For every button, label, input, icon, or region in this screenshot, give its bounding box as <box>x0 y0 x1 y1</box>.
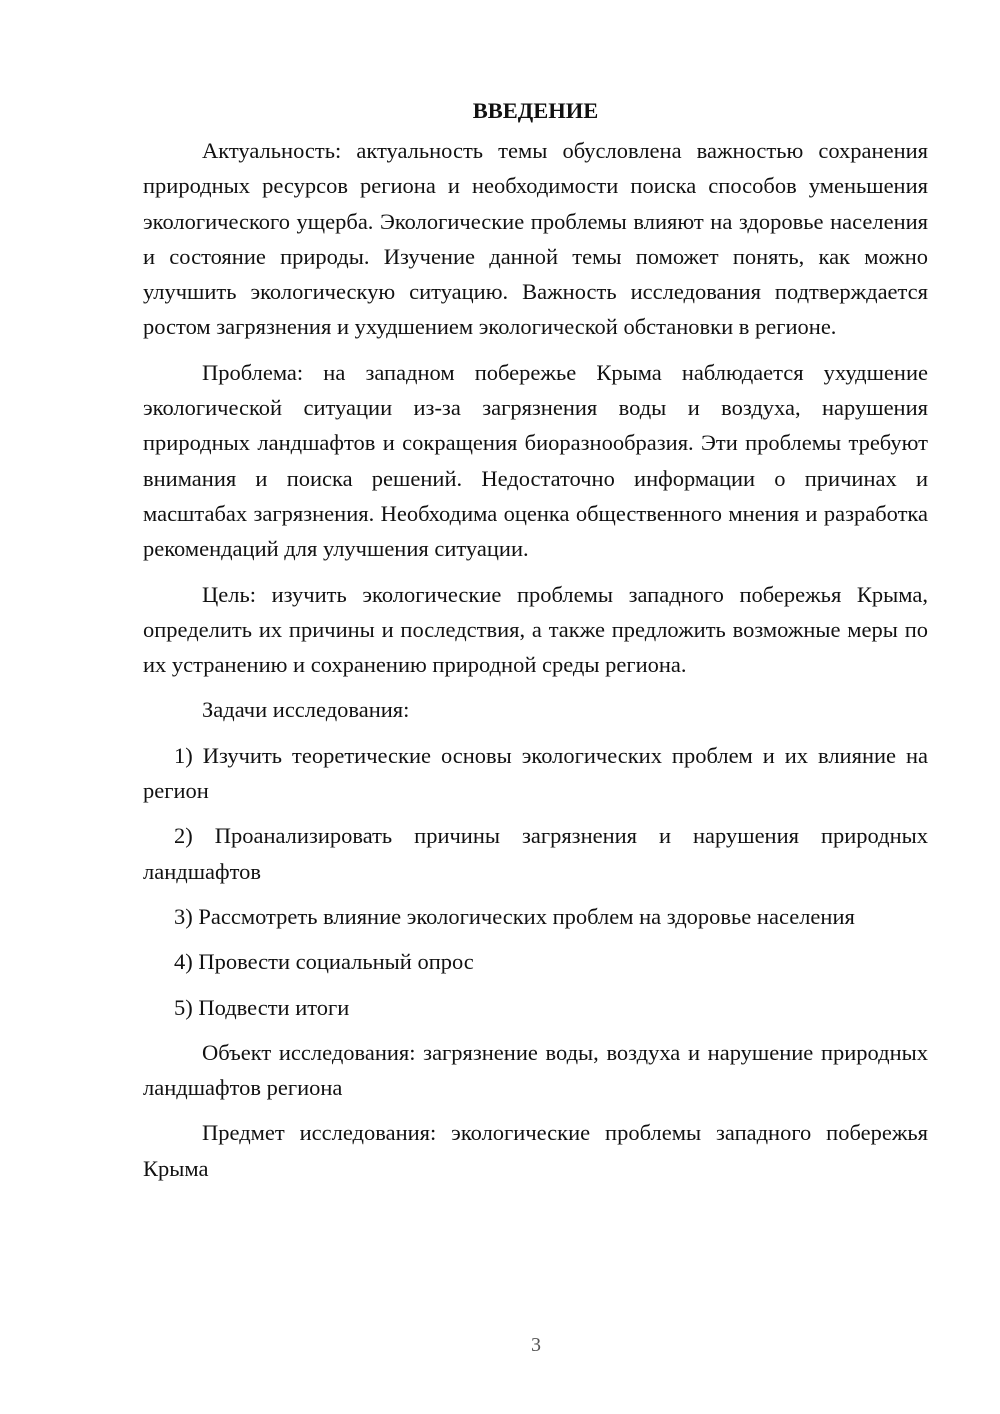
paragraph-object: Объект исследования: загрязнение воды, воздуха и нарушение природных ландшафтов региона <box>143 1039 928 1101</box>
paragraph-subject: Предмет исследования: экологические проблемы западного побережья Крыма <box>143 1120 928 1181</box>
section-heading: ВВЕДЕНИЕ <box>472 98 599 123</box>
document-body <box>143 92 928 1186</box>
paragraph-goal: Цель: изучить экологические проблемы западного побережья Крыма, определить их причины и последствия, а также предложить возможные меры по их устранению и сохранению природной среды региона. <box>143 581 928 678</box>
task-item-5: 5) Подвести итоги <box>174 994 350 1020</box>
page-number: 3 <box>531 1334 541 1356</box>
paragraph-relevance: Актуальность: актуальность темы обусловлена важностью сохранения природных ресурсов региона и необходимости поиска способов уменьшения экологического ущерба. Экологические проблемы влияют на здоровье населения и состояние природы. Изучение данной темы поможет понять, как можно улучшить экологическую ситуацию. Важность исследования подтверждается ростом загрязнения и ухудшением экологической обстановки в регионе. <box>143 138 928 340</box>
paragraph-tasks-heading: Задачи исследования: <box>202 697 410 723</box>
paragraph-problem: Проблема: на западном побережье Крыма наблюдается ухудшение экологической ситуации из-за загрязнения воды и воздуха, нарушения природных ландшафтов и сокращения биоразнообразия. Эти проблемы требуют внимания и поиска решений. Недостаточно информации о причинах и масштабах загрязнения. Необходима оценка общественного мнения и разработка рекомендаций для улучшения ситуации. <box>143 359 928 562</box>
task-item-4: 4) Провести социальный опрос <box>174 949 474 975</box>
task-item-2: 2) Проанализировать причины загрязнения и нарушения природных ландшафтов <box>143 823 928 884</box>
task-item-3: 3) Рассмотреть влияние экологических проблем на здоровье населения <box>174 903 855 929</box>
task-item-1: 1) Изучить теоретические основы экологических проблем и их влияние на регион <box>143 742 928 804</box>
